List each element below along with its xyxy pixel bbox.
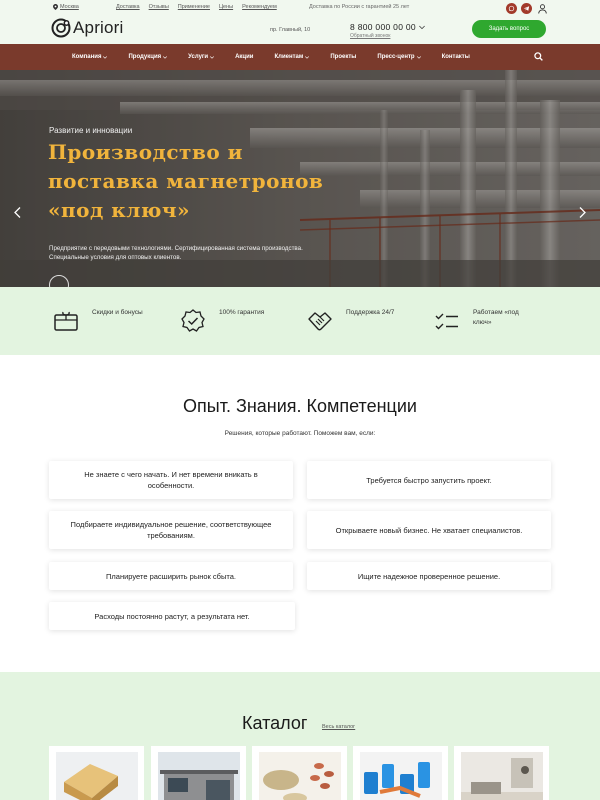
- delivery-note: Доставка по России с гарантией 25 лет: [309, 4, 410, 10]
- location-pin-icon: [53, 4, 58, 10]
- telegram-icon[interactable]: [521, 3, 532, 14]
- need-card[interactable]: Ищите надежное проверенное решение.: [307, 562, 551, 590]
- nav-item-label: Акции: [235, 54, 254, 60]
- chevron-down-icon: [417, 56, 421, 59]
- address: пр. Главный, 10: [270, 27, 311, 33]
- plastic-fittings-image: [360, 752, 442, 800]
- chevron-down-icon: [419, 25, 425, 30]
- top-bar: [0, 0, 600, 44]
- search-icon[interactable]: [534, 52, 543, 61]
- whatsapp-icon[interactable]: [506, 3, 517, 14]
- user-icon[interactable]: [538, 4, 547, 14]
- house-image: [158, 752, 240, 800]
- nav-item-label: Продукция: [128, 54, 162, 60]
- chevron-down-icon: [305, 56, 309, 59]
- logo-text: Apriori: [73, 18, 124, 37]
- catalog-title: Каталог: [242, 713, 308, 733]
- nav-item[interactable]: [128, 54, 167, 60]
- catalog-tile[interactable]: [252, 746, 347, 800]
- slider-next-icon[interactable]: [579, 207, 586, 218]
- nav-item[interactable]: [72, 54, 107, 60]
- feature-label: 100% гарантия: [219, 309, 265, 316]
- slider-prev-icon[interactable]: [14, 207, 21, 218]
- nav-item-label: Пресс-центр: [377, 54, 415, 60]
- phone-number[interactable]: [350, 22, 425, 32]
- need-card[interactable]: Подбираете индивидуальное решение, соответствующее требованиям.: [49, 511, 293, 549]
- phone-text: 8 800 000 00 00: [350, 22, 416, 32]
- nav-item[interactable]: [235, 54, 253, 60]
- brick-block-image: [56, 752, 138, 800]
- top-link-usage[interactable]: Применение: [177, 4, 210, 10]
- hero-description: Предприятие с передовыми технологиями. Сертифицированная система производства. Специальные условия для оптовых клиентов.: [49, 245, 303, 261]
- nav-item[interactable]: [377, 54, 420, 60]
- feature-item: [434, 308, 533, 334]
- competence-title: Опыт. Знания. Компетенции: [183, 396, 417, 416]
- city-name: Москва: [60, 4, 79, 10]
- callback-link[interactable]: Обратный звонок: [350, 33, 391, 39]
- catalog-tile[interactable]: [151, 746, 246, 800]
- nav-item[interactable]: [442, 54, 470, 60]
- hero-title: [48, 138, 448, 225]
- chevron-down-icon: [103, 56, 107, 59]
- feature-label: Работаем «под ключ»: [473, 309, 519, 326]
- feature-item: [307, 308, 394, 334]
- nav-item[interactable]: [275, 54, 310, 60]
- hero-banner: [0, 70, 600, 287]
- catalog-all-link[interactable]: Весь каталог: [322, 724, 356, 730]
- badge-check-icon: [180, 308, 206, 334]
- need-card[interactable]: Расходы постоянно растут, а результата нет.: [49, 602, 295, 630]
- gift-card-icon: [53, 308, 79, 334]
- nav-item-label: Проекты: [330, 54, 357, 60]
- hero-title-line: поставка магнетронов: [48, 169, 324, 193]
- need-card[interactable]: Не знаете с чего начать. И нет времени вникать в особенности.: [49, 461, 293, 499]
- need-card[interactable]: Требуется быстро запустить проект.: [307, 461, 551, 499]
- top-links: [116, 4, 277, 10]
- checklist-icon: [434, 308, 460, 334]
- feature-label: Поддержка 24/7: [346, 309, 395, 316]
- granules-image: [259, 752, 341, 800]
- hero-title-line: Производство и: [48, 140, 243, 164]
- catalog-tile[interactable]: [353, 746, 448, 800]
- nav-item-label: Клиентам: [274, 54, 304, 60]
- interior-room-image: [461, 752, 543, 800]
- competence-subtitle: Решения, которые работают. Поможем вам, если:: [224, 430, 376, 437]
- nav-item[interactable]: [188, 54, 214, 60]
- top-link-recommend[interactable]: Рекомендуем: [242, 4, 277, 10]
- catalog-tile[interactable]: [454, 746, 549, 800]
- feature-label: Скидки и бонусы: [92, 309, 143, 316]
- nav-item[interactable]: [330, 54, 356, 60]
- top-link-prices[interactable]: Цены: [218, 4, 234, 10]
- nav-item-label: Услуги: [188, 54, 209, 60]
- top-link-delivery[interactable]: Доставка: [116, 4, 140, 10]
- logo-mark-icon: [51, 18, 71, 38]
- chevron-down-icon: [163, 56, 167, 59]
- catalog-tile[interactable]: [49, 746, 144, 800]
- catalog-section: [0, 672, 600, 800]
- features-strip: [0, 287, 600, 355]
- hero-subtitle: Развитие и инновации: [49, 126, 133, 135]
- top-link-reviews[interactable]: Отзывы: [148, 4, 169, 10]
- need-card[interactable]: Открываете новый бизнес. Не хватает специалистов.: [307, 511, 551, 549]
- nav-item-label: Компания: [72, 54, 102, 60]
- main-nav: [0, 44, 600, 70]
- city-selector[interactable]: [53, 4, 79, 10]
- need-card[interactable]: Планируете расширить рынок сбыта.: [49, 562, 293, 590]
- social-links: [506, 3, 547, 14]
- feature-item: [53, 308, 143, 334]
- chevron-down-icon: [210, 56, 214, 59]
- ask-question-button[interactable]: Задать вопрос: [472, 20, 546, 38]
- logo[interactable]: [51, 18, 124, 38]
- handshake-icon: [307, 308, 333, 334]
- nav-items: [72, 44, 491, 70]
- feature-item: [180, 308, 264, 334]
- hero-title-line: «под ключ»: [48, 198, 190, 222]
- nav-item-label: Контакты: [441, 54, 470, 60]
